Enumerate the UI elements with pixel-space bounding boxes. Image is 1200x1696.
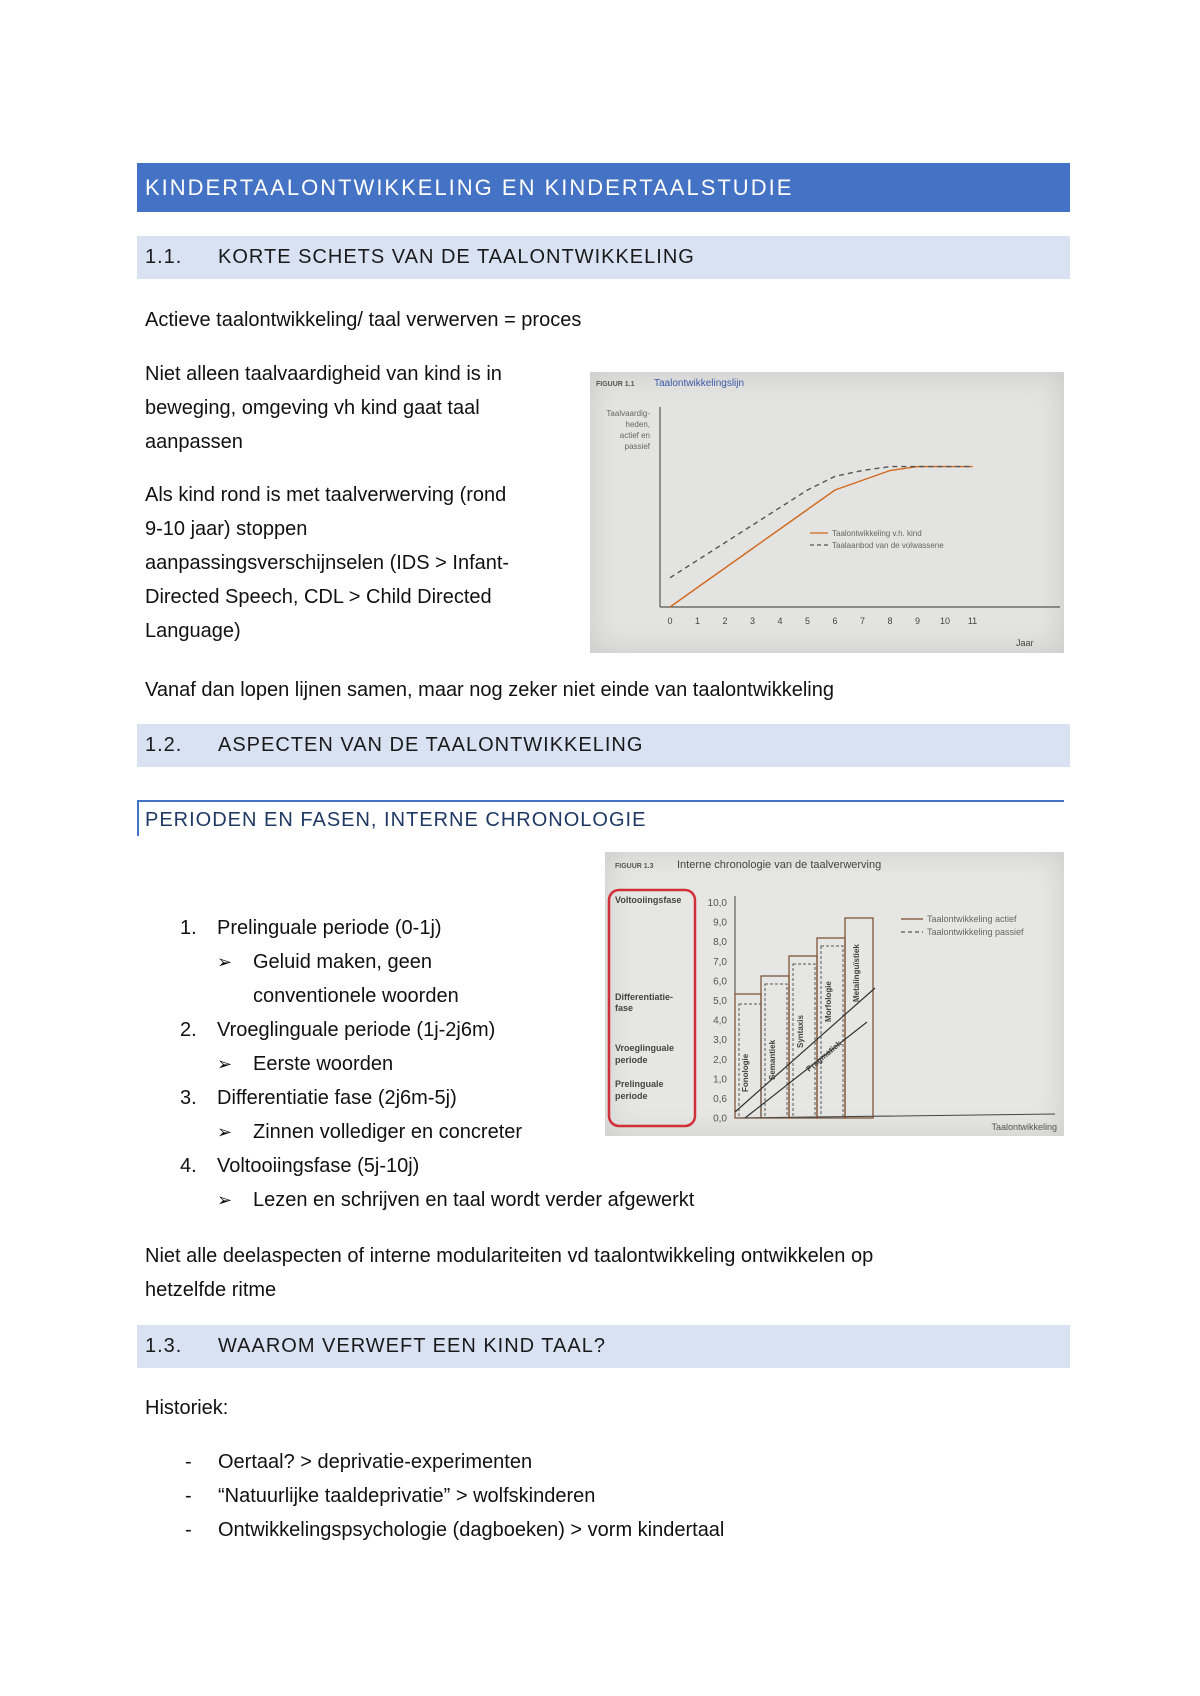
numbered-list [180,911,740,1217]
y-axis-label-line: heden, [625,420,650,429]
list-item-text: Voltooiingsfase (5j-10j) [217,1155,420,1177]
section-label: ASPECTEN VAN DE TAALONTWIKKELING [218,734,644,756]
aspect-label: Semantiek [768,1039,777,1080]
subheading: PERIODEN EN FASEN, INTERNE CHRONOLOGIE [137,800,1064,836]
x-tick-label: 5 [804,616,811,626]
y-axis-label-line: actief en [619,431,650,440]
text-line: 9-10 jaar) stoppen [145,518,308,540]
y-tick-label: 3,0 [713,1035,727,1047]
document-title: KINDERTAALONTWIKKELING EN KINDERTAALSTUDIE [137,163,1070,212]
section-heading-1-2 [137,724,1070,767]
sub-list-text: Lezen en schrijven en taal wordt verder afgewerkt [253,1189,695,1211]
list-item [180,1081,740,1115]
list-item-text: “Natuurlijke taaldeprivatie” > wolfskinderen [218,1485,596,1507]
text-line: Niet alleen taalvaardigheid van kind is in [145,363,502,385]
list-item [180,1513,724,1547]
legend-entry: Taalontwikkeling v.h. kind [832,529,922,538]
phase-label: fase [615,1003,634,1013]
x-tick-label: 7 [859,616,866,626]
list-item-text: Differentiatie fase (2j6m-5j) [217,1087,457,1109]
legend-entry: Taalaanbod van de volwassene [832,541,944,550]
x-axis-label: Taalontwikkeling [991,1122,1057,1132]
series-line-child [670,467,973,607]
x-tick-label: 8 [887,616,893,626]
sub-list-text: Geluid maken, geen [253,951,433,973]
list-item [180,911,740,945]
bar-passive [821,946,843,1118]
y-tick-label: 5,0 [713,996,727,1007]
phase-label: Vroeglinguale [615,1043,675,1053]
list-item-text: Prelinguale periode (0-1j) [217,917,442,939]
aspect-label: Metalinguïstiek [852,944,861,1002]
aspect-label: Fonologie [741,1053,750,1092]
text-line: Als kind rond is met taalverwerving (rond [145,484,507,506]
figure-caption-prefix: FIGUUR 1.1 [596,381,635,388]
section-label: WAAROM VERWEFT EEN KIND TAAL? [218,1335,606,1357]
x-tick-labels [667,616,977,626]
y-axis-label-line: Taalvaardig- [606,409,650,418]
list-number: 3. [180,1087,197,1109]
series-line-adult [670,467,973,578]
y-tick-label: 6,0 [713,976,727,988]
x-tick-label: 11 [967,616,978,626]
phase-label: periode [615,1055,648,1065]
section-number: 1.1. [145,246,183,268]
list-item [180,1479,724,1513]
phase-label: periode [615,1091,648,1101]
x-tick-label: 6 [832,616,838,626]
diagonal-line [735,988,875,1112]
dash-bullet: - [185,1451,192,1473]
dash-bullet: - [185,1485,192,1507]
phase-label: Prelinguale [615,1079,664,1089]
sub-list-text: conventionele woorden [253,985,459,1007]
series-lines [670,467,973,607]
arrow-bullet-icon: ➢ [217,952,233,972]
sub-list-text: Zinnen vollediger en concreter [253,1121,523,1143]
sub-list-line [180,979,740,1013]
figure-caption-prefix: FIGUUR 1.3 [615,863,654,870]
text-line: aanpassingsverschijnselen (IDS > Infant- [145,552,510,574]
section-number: 1.3. [145,1335,183,1357]
legend-entry: Taalontwikkeling actief [927,914,1017,924]
figure-taalontwikkelingslijn [590,372,1064,653]
list-number: 4. [180,1155,197,1177]
list-item-text: Ontwikkelingspsychologie (dagboeken) > vorm kindertaal [218,1519,725,1541]
paragraph [145,357,575,459]
section-heading-1-3 [137,1325,1070,1368]
y-tick-label: 4,0 [713,1015,727,1027]
paragraph [145,478,585,648]
y-tick-label: 7,0 [713,956,727,968]
section-label: KORTE SCHETS VAN DE TAALONTWIKKELING [218,246,695,268]
paragraph: Vanaf dan lopen lijnen samen, maar nog zeker niet einde van taalontwikkeling [145,679,834,701]
y-axis-label-line: passief [624,442,650,451]
sub-list-line [180,945,740,979]
list-item [180,1013,740,1047]
line-chart [590,372,1064,653]
legend-entry: Taalontwikkeling passief [927,927,1024,937]
list-item-text: Vroeglinguale periode (1j-2j6m) [217,1019,496,1041]
text-line: beweging, omgeving vh kind gaat taal [145,397,480,419]
x-tick-label: 3 [749,616,756,626]
aspect-label: Morfologie [824,981,833,1022]
arrow-bullet-icon: ➢ [217,1190,233,1210]
text-line: Language) [145,620,241,642]
text-line: Directed Speech, CDL > Child Directed [145,586,492,608]
y-tick-label: 0,6 [713,1094,727,1105]
sub-list-line [180,1183,740,1217]
paragraph: Historiek: [145,1397,229,1419]
paragraph: Actieve taalontwikkeling/ taal verwerven = proces [145,309,582,331]
x-tick-label: 4 [777,616,783,626]
list-number: 2. [180,1019,197,1041]
text-line: hetzelfde ritme [145,1279,277,1301]
bullet-list [180,1445,724,1547]
y-tick-label: 1,0 [713,1074,727,1086]
list-number: 1. [180,917,197,939]
list-item [180,1445,724,1479]
sub-list-line [180,1047,740,1081]
list-item [180,1149,740,1183]
x-tick-label: 9 [914,616,921,626]
dash-bullet: - [185,1519,192,1541]
sub-list-line [180,1115,740,1149]
aspect-label: Pragmatiek [804,1038,844,1074]
paragraph [145,1239,873,1307]
y-tick-label: 2,0 [713,1054,727,1066]
x-tick-label: 0 [667,616,673,626]
arrow-bullet-icon: ➢ [217,1054,233,1074]
sub-list-text: Eerste woorden [253,1053,394,1075]
section-heading-1-1 [137,236,1070,279]
x-tick-label: 10 [939,616,951,626]
y-tick-label: 8,0 [713,937,727,949]
pragmatiek-line [745,1022,867,1118]
phase-label: Voltooiingsfase [615,895,682,905]
list-item-text: Oertaal? > deprivatie-experimenten [218,1451,533,1473]
y-tick-label: 9,0 [713,917,727,929]
y-tick-label: 10,0 [707,898,727,909]
text-line: Niet alle deelaspecten of interne modulariteiten vd taalontwikkeling ontwikkelen op [145,1245,874,1267]
aspect-label: Syntaxis [796,1015,805,1048]
arrow-bullet-icon: ➢ [217,1122,233,1142]
x-tick-label: 1 [694,616,701,626]
phase-label: Differentiatie- [615,992,674,1002]
figure-caption: Taalontwikkelingslijn [654,378,745,389]
x-axis-label: Jaar [1016,638,1034,648]
figure-caption: Interne chronologie van de taalverwerving [677,859,882,871]
y-tick-label: 0,0 [713,1113,727,1125]
text-line: aanpassen [145,431,243,453]
section-number: 1.2. [145,734,183,756]
x-tick-label: 2 [722,616,728,626]
